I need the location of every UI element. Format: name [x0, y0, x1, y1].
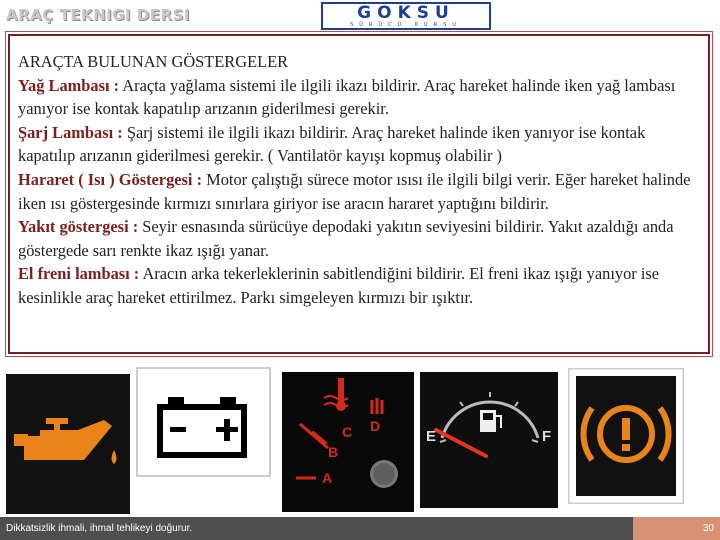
item-text: Araçta yağlama sistemi ile ilgili ikazı bildirir. Araç hareket halinde iken yağ lambası yanıyor ise kontak kapatılıp arızanın giderilmesi gerekir. [18, 75, 676, 119]
fuel-label-full: F [542, 428, 552, 445]
item-term: Hararet ( Isı ) Göstergesi : [18, 169, 203, 189]
fuel-gauge [420, 372, 558, 508]
item-text: Seyir esnasında sürücüye depodaki yakıtın seviyesini bildirir. Yakıt azaldığı anda göstergede sarı renkte ikaz ışığı yanar. [18, 217, 674, 260]
handbrake-warning-icon [568, 368, 684, 504]
footer-text: Dikkatsizlik ihmali, ihmal tehlikeyi doğurur. [6, 523, 193, 534]
oil-lamp-icon [6, 374, 130, 514]
item-term: Şarj Lambası : [18, 122, 123, 142]
page-number: 30 [633, 517, 720, 540]
logo-main-text: GÖKSU [357, 2, 455, 23]
fuel-label-empty: E [426, 428, 437, 445]
item-term: El freni lambası : [18, 264, 140, 284]
temp-label-b: B [328, 444, 339, 460]
item-temp-gauge [18, 168, 702, 215]
item-oil-light [18, 74, 702, 121]
content-textbox [8, 34, 710, 354]
slide-header-title: ARAÇ TEKNIGI DERSI [6, 6, 190, 24]
item-charge-light [18, 121, 702, 168]
item-handbrake-light [18, 262, 702, 309]
item-text: Motor çalıştığı sürece motor ısısı ile ilgili bilgi verir. Eğer hareket halinde iken ısı göstergesinde kırmızı sınırlara giriyor ise aracın hararet yaptığını bildirir. [18, 169, 691, 213]
goksu-logo [321, 2, 491, 30]
logo-sub-text: SÜRÜCÜ KURSU [350, 21, 462, 28]
temp-label-a: A [322, 470, 333, 486]
temp-label-d: D [370, 418, 381, 434]
item-text: Aracın arka tekerleklerinin sabitlendiğini bildirir. El freni ikaz ışığı yanıyor ise kesinlikle araç hareket ettirilmez. Parkı simgeleyen kırmızı bir ışıktır. [18, 264, 660, 307]
item-fuel-gauge [18, 215, 702, 262]
item-text: Şarj sistemi ile ilgili ikazı bildirir. Araç hareket halinde iken yanıyor ise kontak kapatılıp arızanın giderilmesi gerekir. ( Vantilatör kayışı kopmuş olabilir ) [18, 122, 646, 166]
item-term: Yağ Lambası : [18, 75, 120, 95]
content-heading: ARAÇTA BULUNAN GÖSTERGELER [18, 52, 289, 71]
temp-label-c: C [342, 424, 353, 440]
battery-icon [136, 367, 271, 477]
temperature-gauge [282, 372, 414, 512]
slide-footer [0, 517, 720, 540]
item-term: Yakıt göstergesi : [18, 217, 139, 237]
